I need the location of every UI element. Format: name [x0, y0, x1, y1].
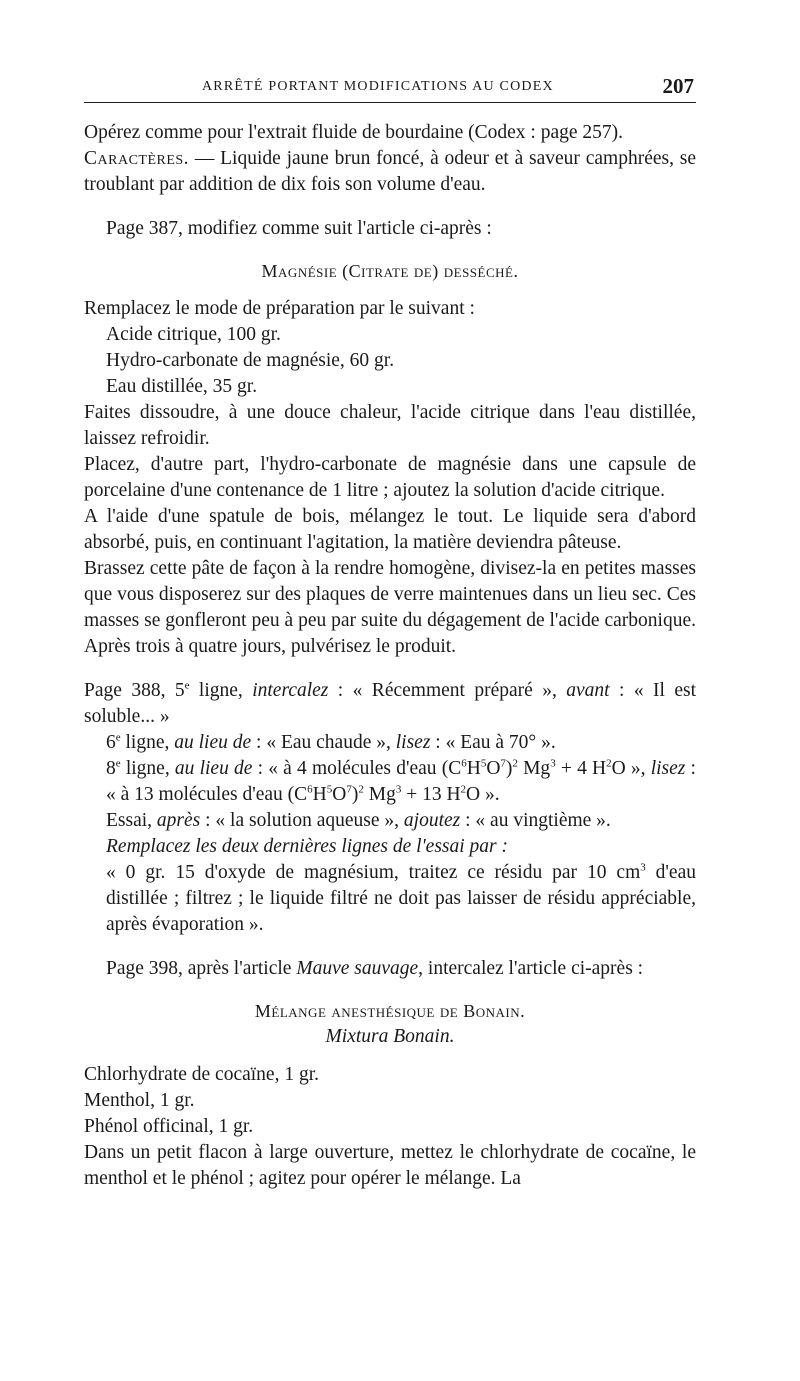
text-run: + 4 H [555, 758, 607, 779]
text-run: Essai, [106, 810, 157, 831]
text-run: ligne, [120, 758, 175, 779]
italic-run: avant [566, 680, 610, 701]
superscript: e [115, 731, 121, 744]
paragraph: Opérez comme pour l'extrait fluide de bourdaine (Codex : page 257). [84, 122, 624, 143]
text-run: O ». [466, 784, 500, 805]
text-run: — Liquide jaune brun foncé, à odeur et à saveur camphrées, se troublant par addition de dix fois son volume d'eau. [84, 148, 696, 195]
text-run: H [466, 758, 481, 779]
text-run: : « Il est soluble... » [84, 680, 696, 727]
section-subheading: Mixtura Bonain. [325, 1026, 455, 1047]
text-run: : « Eau chaude », [251, 732, 396, 753]
text-run: « 0 gr. 15 d'oxyde de magnésium, traitez ce résidu par 10 cm [106, 862, 641, 883]
text-run: ligne, [120, 732, 175, 753]
italic-run: après [156, 810, 201, 831]
italic-run: au lieu de [174, 732, 252, 753]
section-heading: Magnésie (Citrate de) desséché. [261, 261, 519, 281]
paragraph: Remplacez le mode de préparation par le suivant : [84, 298, 475, 319]
paragraph: A l'aide d'une spatule de bois, mélangez le tout. Le liquide sera d'abord absorbé, puis, en continuant l'agitation, la matière deviendra pâteuse. [84, 506, 696, 553]
paragraph: Placez, d'autre part, l'hydro-carbonate de magnésie dans une capsule de porcelaine d'une contenance de 1 litre ; ajoutez la solution d'acide citrique. [84, 454, 696, 501]
superscript: e [115, 757, 121, 770]
text-run: H [312, 784, 327, 805]
text-run: : « Eau à 70° ». [430, 732, 556, 753]
italic-run: au lieu de [174, 758, 253, 779]
ingredient-line: Acide citrique, 100 gr. [106, 324, 281, 345]
ingredient-line: Eau distillée, 35 gr. [106, 376, 258, 397]
ingredient-line: Phénol officinal, 1 gr. [84, 1116, 254, 1137]
paragraph [84, 808, 696, 834]
paragraph [84, 860, 696, 938]
paragraph [84, 756, 696, 808]
superscript: 7 [346, 783, 352, 796]
text-run: ) [351, 784, 359, 805]
text-run: O [486, 758, 501, 779]
paragraph: Brassez cette pâte de façon à la rendre homogène, divisez-la en petites masses que vous disposerez sur des plaques de verre maintenues dans un lieu sec. Ces masses se gonfleront peu à peu par suite du dégagement de l'acide carbonique. Après trois à quatre jours, pulvérisez le produit. [84, 558, 696, 657]
italic-run: intercalez [252, 680, 329, 701]
section-heading: Mélange anesthésique de Bonain. [254, 1001, 526, 1021]
section-label: Caractères. [84, 148, 190, 169]
text-run: : « la solution aqueuse », [200, 810, 404, 831]
body-text [84, 120, 696, 1192]
paragraph: Page 387, modifiez comme suit l'article ci-après : [106, 218, 492, 239]
ingredient-line: Chlorhydrate de cocaïne, 1 gr. [84, 1064, 319, 1085]
text-run: : « Récemment préparé », [328, 680, 567, 701]
superscript: 2 [460, 783, 467, 796]
text-run: O [332, 784, 347, 805]
text-run: Page 388, 5 [84, 680, 185, 701]
text-run: : « à 4 molécules d'eau (C [252, 758, 462, 779]
text-run: Mg [517, 758, 551, 779]
running-title: ARRÊTÉ PORTANT MODIFICATIONS AU CODEX [202, 79, 554, 94]
paragraph [84, 146, 696, 198]
text-run: 6 [106, 732, 116, 753]
text-run: d'eau distillée ; filtrez ; le liquide filtré ne doit pas laisser de résidu appréciable, après évaporation ». [106, 862, 696, 935]
superscript: 6 [461, 757, 467, 770]
ingredient-line: Menthol, 1 gr. [84, 1090, 195, 1111]
superscript: 6 [307, 783, 313, 796]
text-run: 8 [106, 758, 116, 779]
superscript: 3 [640, 861, 646, 874]
paragraph [84, 730, 696, 756]
superscript: 3 [395, 783, 402, 796]
paragraph: Remplacez les deux dernières lignes de l'essai par : [106, 836, 509, 857]
superscript: e [184, 679, 190, 692]
ingredient-line: Hydro-carbonate de magnésie, 60 gr. [106, 350, 395, 371]
paragraph: Faites dissoudre, à une douce chaleur, l'acide citrique dans l'eau distillée, laissez refroidir. [84, 402, 696, 449]
superscript: 5 [326, 783, 333, 796]
italic-run: Mauve sauvage [296, 958, 419, 979]
text-run: O », [611, 758, 651, 779]
italic-run: lisez [650, 758, 686, 779]
text-run: Mg [363, 784, 396, 805]
superscript: 2 [606, 757, 612, 770]
paragraph [84, 956, 696, 982]
superscript: 2 [512, 757, 518, 770]
text-run: : « à 13 molécules d'eau (C [106, 758, 696, 805]
text-run: Page 398, après l'article [106, 958, 297, 979]
text-run: , intercalez l'article ci-après : [418, 958, 644, 979]
paragraph: Dans un petit flacon à large ouverture, mettez le chlorhydrate de cocaïne, le menthol et le phénol ; agitez pour opérer le mélange. La [84, 1142, 696, 1189]
text-run: ) [505, 758, 513, 779]
italic-run: ajoutez [403, 810, 461, 831]
page-header [84, 72, 696, 103]
text-run: + 13 H [401, 784, 461, 805]
italic-run: lisez [395, 732, 431, 753]
page-number: 207 [662, 74, 694, 98]
superscript: 3 [550, 757, 556, 770]
superscript: 2 [358, 783, 364, 796]
superscript: 7 [500, 757, 506, 770]
superscript: 5 [480, 757, 487, 770]
paragraph [84, 678, 696, 730]
text-run: : « au vingtième ». [460, 810, 611, 831]
text-run: ligne, [189, 680, 253, 701]
